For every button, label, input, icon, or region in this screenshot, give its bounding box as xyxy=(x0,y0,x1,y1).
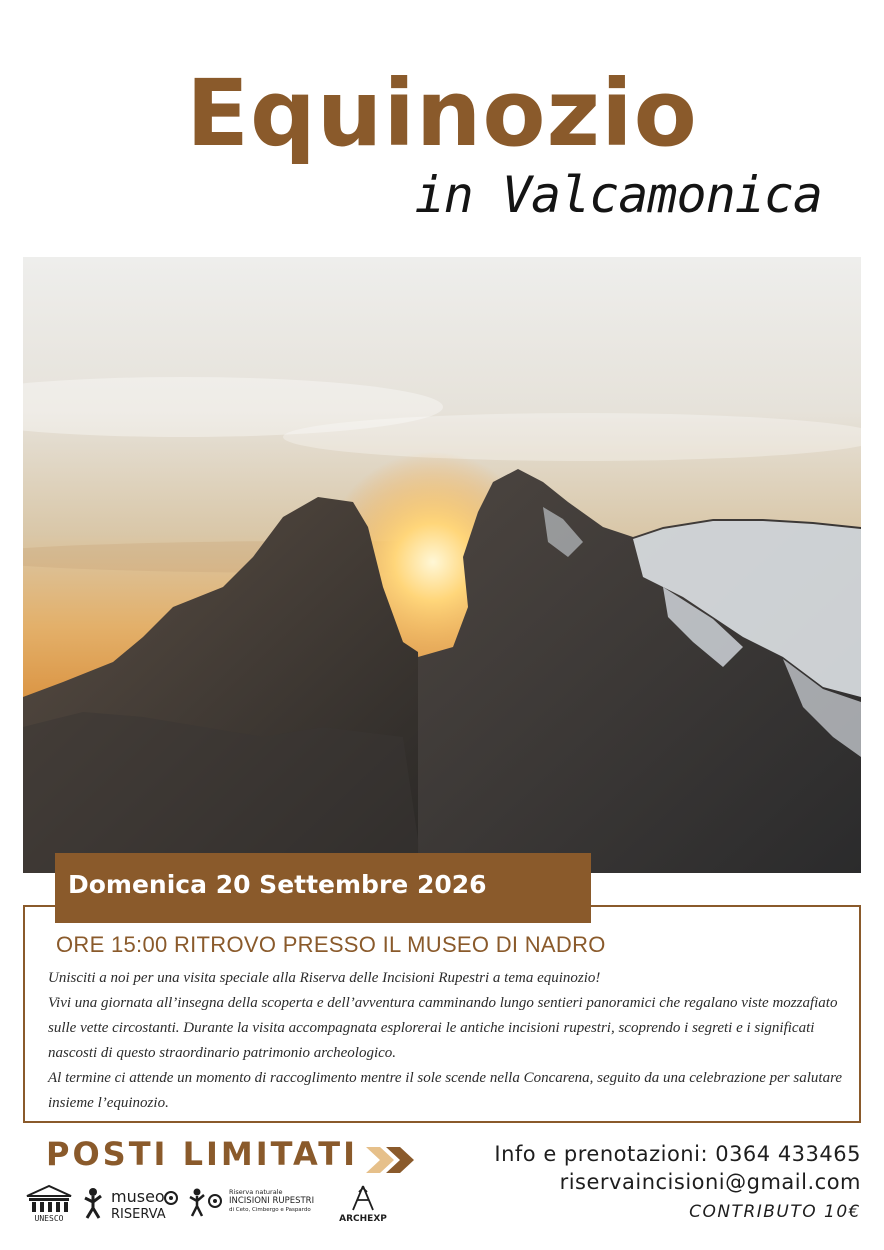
description-paragraph: Al termine ci attende un momento di raccoglimento mentre il sole scende nella Concarena, seguito da una celebrazione per salutare insieme l’equinozio. xyxy=(48,1070,843,1111)
riserva-text: RISERVA xyxy=(111,1207,166,1222)
archexp-logo xyxy=(335,1184,391,1228)
event-date: Domenica 20 Settembre 2026 xyxy=(55,853,591,923)
poster-title: Equinozio xyxy=(186,60,698,167)
description-paragraph: Vivi una giornata all’insegna della scoperta e dell’avventura camminando lungo sentieri panoramici che regalano viste mozzafiato sulle vette circostanti. Durante la visita accompagnata esplorerai le antiche incisioni rupestri, scoprendo i segreti e i significati nascosti di questo straordinario patrimonio archeologico. xyxy=(48,995,838,1061)
phone-info: Info e prenotazioni: 0364 433465 xyxy=(494,1142,861,1166)
description-paragraph: Unisciti a noi per una visita speciale alla Riserva delle Incisioni Rupestri a tema equinozio! xyxy=(48,970,601,986)
archexp-text: ARCHEXP xyxy=(339,1214,387,1224)
unesco-logo xyxy=(25,1184,73,1226)
price-info: CONTRIBUTO 10€ xyxy=(689,1202,861,1222)
meeting-point: ORE 15:00 RITROVO PRESSO IL MUSEO DI NADRO xyxy=(56,932,606,957)
event-description xyxy=(48,966,848,1116)
riserva-line2: INCISIONI RUPESTRI xyxy=(229,1196,315,1206)
riserva-line1: Riserva naturale xyxy=(229,1188,283,1196)
riserva-line3: di Ceto, Cimbergo e Paspardo xyxy=(229,1207,311,1213)
poster-subtitle: in Valcamonica xyxy=(414,166,822,224)
contact-info xyxy=(494,1140,861,1226)
museo-text: museo xyxy=(111,1187,165,1206)
museo-logo xyxy=(83,1184,183,1226)
unesco-text: UNESCO xyxy=(34,1214,64,1222)
email-info: riservaincisioni@gmail.com xyxy=(559,1170,861,1194)
posti-limitati: POSTI LIMITATI xyxy=(46,1135,358,1173)
riserva-incisioni-logo xyxy=(189,1184,324,1226)
sunset-mountain-photo xyxy=(23,257,861,873)
double-chevron-icon xyxy=(366,1145,422,1179)
